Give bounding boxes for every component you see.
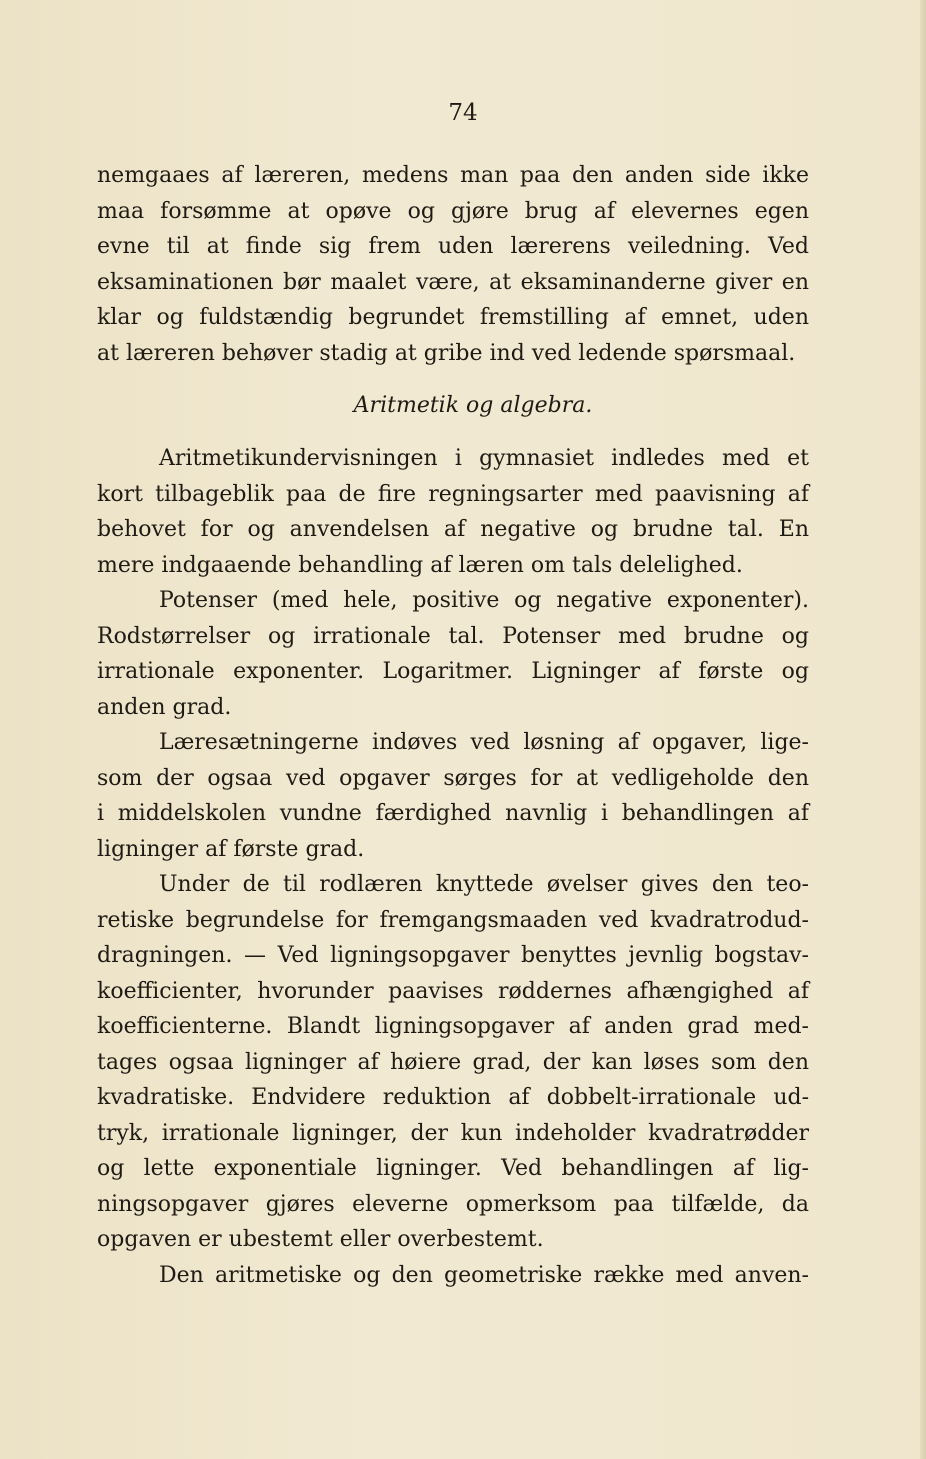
text-line: og lette exponentiale ligninger. Ved behandlingen af lig- xyxy=(97,1156,809,1181)
text-line: opgaven er ubestemt eller overbestemt. xyxy=(97,1227,544,1252)
text-line: ningsopgaver gjøres eleverne opmerksom paa tilfælde, da xyxy=(97,1191,809,1217)
text-line: eksaminationen bør maalet være, at eksaminanderne giver en xyxy=(97,269,809,295)
body-text xyxy=(97,158,809,1293)
text-line: irrationale exponenter. Logaritmer. Ligninger af første og xyxy=(97,659,809,684)
text-line: behovet for og anvendelsen af negative og brudne tal. En xyxy=(97,517,809,542)
text-line: mere indgaaende behandling af læren om tals delelighed. xyxy=(97,552,743,578)
text-line: maa forsømme at opøve og gjøre brug af elevernes egen xyxy=(97,198,809,224)
text-line: nemgaaes af læreren, medens man paa den anden side ikke xyxy=(97,163,809,188)
page-number: 74 xyxy=(448,100,478,126)
text-line: retiske begrundelse for fremgangsmaaden ved kvadratrodud- xyxy=(97,907,809,933)
text-line: Rodstørrelser og irrationale tal. Potenser med brudne og xyxy=(97,623,809,649)
text-line: dragningen. — Ved ligningsopgaver benyttes jevnlig bogstav- xyxy=(97,943,809,968)
section-heading: Aritmetik og algebra. xyxy=(353,393,593,418)
text-line: anden grad. xyxy=(97,694,232,720)
text-line: ligninger af første grad. xyxy=(97,836,365,862)
text-line: koefficienterne. Blandt ligningsopgaver af anden grad med- xyxy=(97,1014,809,1039)
page-edge xyxy=(920,0,926,1459)
text-line: Den aritmetiske og den geometriske række med anven- xyxy=(159,1262,809,1288)
text-line: klar og fuldstændig begrundet fremstilling af emnet, uden xyxy=(97,305,809,330)
text-line: Under de til rodlæren knyttede øvelser gives den teo- xyxy=(159,872,809,897)
text-line: Potenser (med hele, positive og negative exponenter). xyxy=(159,588,809,613)
text-line: koefficienter, hvorunder paavises røddernes afhængighed af xyxy=(97,978,809,1004)
text-line: kort tilbageblik paa de fire regningsarter med paavisning af xyxy=(97,481,809,507)
text-line: at læreren behøver stadig at gribe ind ved ledende spørsmaal. xyxy=(97,340,796,366)
text-line: evne til at finde sig frem uden lærerens veiledning. Ved xyxy=(97,234,809,259)
text-line: Aritmetikundervisningen i gymnasiet indledes med et xyxy=(159,446,809,471)
text-line: som der ogsaa ved opgaver sørges for at vedligeholde den xyxy=(97,765,809,791)
text-line: tages ogsaa ligninger af høiere grad, der kan løses som den xyxy=(97,1049,809,1075)
text-line: i middelskolen vundne færdighed navnlig i behandlingen af xyxy=(97,801,809,826)
text-line: tryk, irrationale ligninger, der kun indeholder kvadratrødder xyxy=(97,1120,809,1146)
text-line: kvadratiske. Endvidere reduktion af dobbelt-irrationale ud- xyxy=(97,1085,809,1110)
text-line: Læresætningerne indøves ved løsning af opgaver, lige- xyxy=(159,730,809,755)
